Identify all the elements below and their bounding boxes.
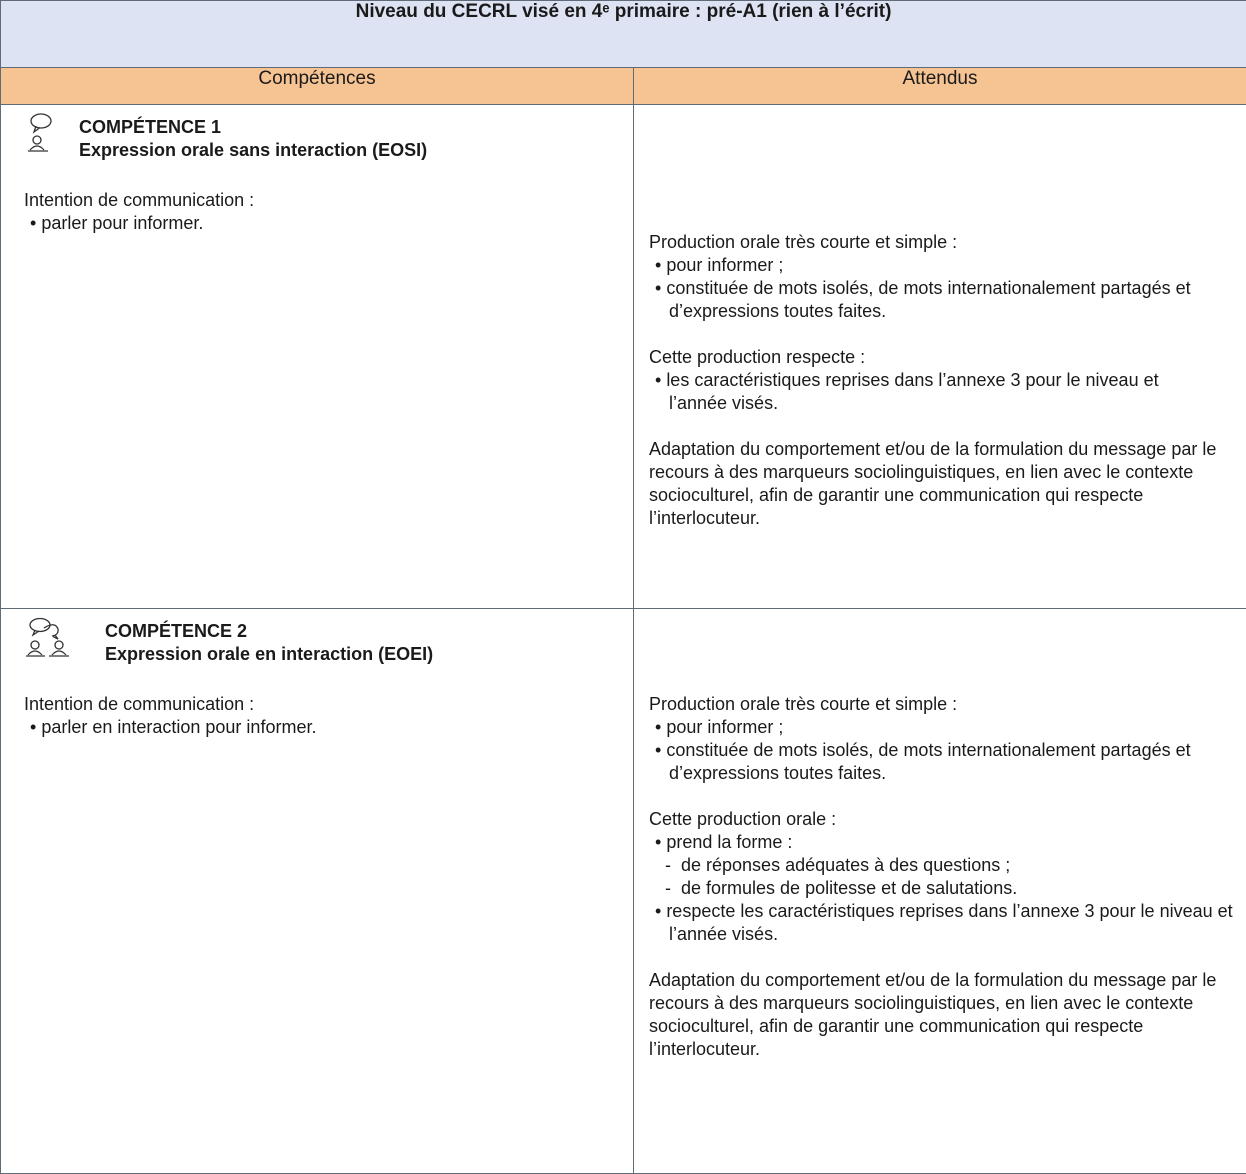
column-header-competences: Compétences <box>1 68 634 105</box>
competence-2-intent-label: Intention de communication : <box>24 693 633 716</box>
competence-2-cell <box>1 609 634 1174</box>
competence-2-name: Expression orale en interaction (EOEI) <box>105 643 633 666</box>
competence-1-name: Expression orale sans interaction (EOSI) <box>79 139 633 162</box>
table-row-competence-1 <box>1 105 1246 609</box>
list-item: • les caractéristiques reprises dans l’annexe 3 pour le niveau et l’année visés. <box>649 369 1209 415</box>
conversation-icon <box>25 617 75 665</box>
table-title: Niveau du CECRL visé en 4ᵉ primaire : pré-A1 (rien à l’écrit) <box>1 1 1246 68</box>
attendus-1-intro: Production orale très courte et simple : <box>649 231 1236 254</box>
competence-1-cell <box>1 105 634 609</box>
list-item: - de formules de politesse et de salutations. <box>649 877 1236 900</box>
list-item: • constituée de mots isolés, de mots internationalement partagés et d’expressions toutes faites. <box>649 277 1229 323</box>
list-item: • pour informer ; <box>649 716 1236 739</box>
list-item: - de réponses adéquates à des questions ; <box>649 854 1236 877</box>
list-item: • pour informer ; <box>649 254 1236 277</box>
attendus-1-respect: Cette production respecte : <box>649 346 1236 369</box>
column-header-attendus: Attendus <box>634 68 1246 105</box>
speaker-icon <box>27 113 53 161</box>
attendus-2-cell <box>634 609 1246 1174</box>
competence-1-intent-label: Intention de communication : <box>24 189 633 212</box>
list-item: • constituée de mots isolés, de mots internationalement partagés et d’expressions toutes faites. <box>649 739 1229 785</box>
competence-2-intent-item: • parler en interaction pour informer. <box>24 716 633 739</box>
attendus-2-intro: Production orale très courte et simple : <box>649 693 1236 716</box>
list-item: • respecte les caractéristiques reprises dans l’annexe 3 pour le niveau et l’année visés. <box>649 900 1246 946</box>
attendus-1-cell <box>634 105 1246 609</box>
competence-1-label: COMPÉTENCE 1 <box>79 116 633 139</box>
attendus-2-production: Cette production orale : <box>649 808 1236 831</box>
table-row-competence-2 <box>1 609 1246 1174</box>
list-item: • prend la forme : <box>649 831 1236 854</box>
competence-2-label: COMPÉTENCE 2 <box>105 620 633 643</box>
attendus-2-adaptation: Adaptation du comportement et/ou de la formulation du message par le recours à des marqueurs sociolinguistiques, en lien avec le contexte socioculturel, afin de garantir une communication qui respecte l’interlocuteur. <box>649 969 1234 1061</box>
competence-1-intent-item: • parler pour informer. <box>24 212 633 235</box>
attendus-1-adaptation: Adaptation du comportement et/ou de la formulation du message par le recours à des marqueurs sociolinguistiques, en lien avec le contexte socioculturel, afin de garantir une communication qui respecte l’interlocuteur. <box>649 438 1234 530</box>
